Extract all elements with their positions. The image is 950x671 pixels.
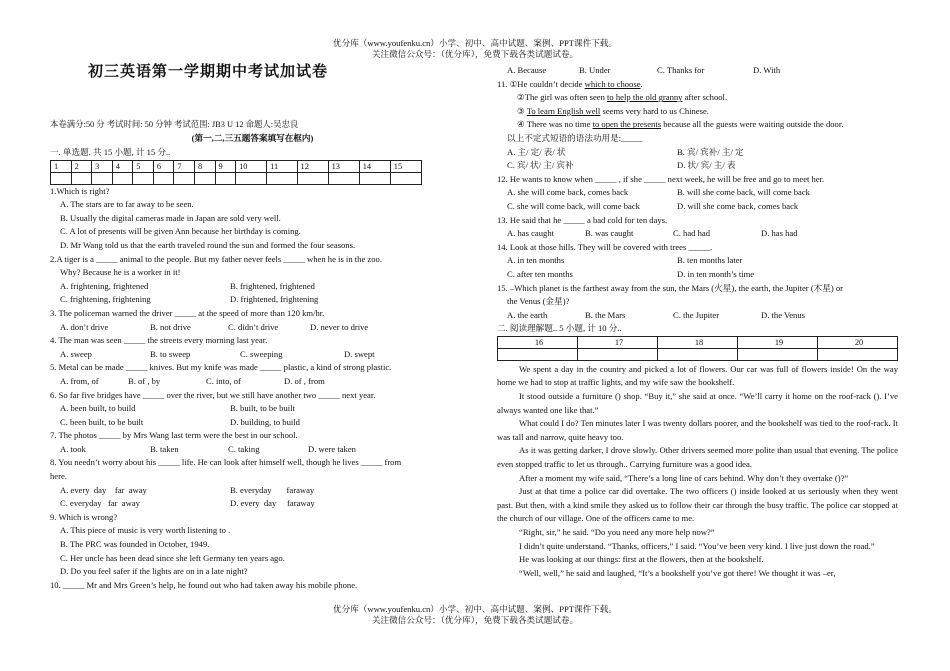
option-b: B. 宾/ 宾补/ 主/ 定 — [677, 146, 744, 157]
question-stem: 4. The man was seen _____ the streets every morning last year. — [50, 335, 268, 346]
option-a: A. in ten months — [507, 255, 565, 266]
option-c: C. A lot of presents will be given Ann because her birthday is coming. — [60, 226, 301, 237]
page-header — [0, 38, 950, 60]
passage-paragraph: What could I do? Ten minutes later I was twenty dollars poorer, and the bookshelf was tied to the roof-rack. It was tall and narrow, quite heavy too. — [497, 418, 898, 442]
option-c: C. into, of — [206, 375, 241, 386]
option-d: D. swept — [344, 348, 375, 359]
option-c: C. the Jupiter — [673, 309, 720, 320]
question-stem-cont: Why? Because he is a worker in it! — [60, 267, 181, 278]
passage-paragraph: As it was getting darker, I drove slowly. Other drivers seemed more polite than usual that evening. The police even stopped traffic to let us through.. Carrying furniture was a good idea. — [497, 445, 898, 470]
passage-paragraph: “Right, sir,” he said. “Do you need any more help now?” — [519, 527, 715, 537]
answer-cell[interactable] — [738, 348, 818, 360]
question-2 — [50, 253, 455, 307]
passage-paragraph: It stood outside a furniture () shop. “Buy it,” she said at once. “We’ll carry it home on the roof-rack (). I’ve always wanted one like that.” — [497, 391, 898, 415]
passage-paragraph: Just at that time a police car did overtake. The two officers () inside looked at us seriously when they went past. But then, with a kind smile they asked us to follow their car through the busy traffic. The police car stopped at the church of our village. One of the officers came to me. — [497, 486, 898, 524]
option-a: A. 主/ 定/ 表/ 状 — [507, 146, 566, 157]
answer-num: 4 — [112, 160, 133, 172]
option-d: D. in ten month’s time — [677, 268, 755, 279]
option-a: A. the earth — [507, 309, 548, 320]
footer-line-2: 关注微信公众号：（优分库），免费下载各类试题试卷。 — [371, 615, 579, 625]
answer-cell[interactable] — [71, 172, 92, 184]
option-b: B. taken — [150, 443, 179, 454]
footer-line-1: 优分库（www.youfenku.cn）小学、初中、高中试题、案例、PPT课件下载。 — [333, 604, 617, 614]
question-stem: 6. So far five bridges have _____ over the river, but we still have another two _____ next year. — [50, 389, 376, 400]
option-b: B. frightened, frightened — [230, 280, 315, 291]
option-d: D. every day faraway — [230, 498, 315, 509]
answer-cell[interactable] — [578, 348, 658, 360]
option-c: C. everyday far away — [60, 498, 140, 509]
question-stem: 14. Look at those hills. They will be covered with trees _____. — [497, 241, 713, 252]
option-c: C. she will come back, will come back — [507, 200, 640, 211]
question-14 — [497, 241, 898, 282]
question-4 — [50, 334, 455, 361]
option-c: C. 宾/ 状/ 主/ 宾补 — [507, 160, 574, 171]
option-b: B. will she come back, will come back — [677, 187, 810, 198]
answer-num: 6 — [153, 160, 174, 172]
answer-number-row — [498, 336, 898, 348]
exam-title: 初三英语第一学期期中考试加试卷 — [88, 64, 329, 80]
question-stem: 15. –Which planet is the farthest away from the sun, the Mars (火星), the earth, the Jupiter (木星) or — [497, 282, 844, 293]
question-stem-cont: the Venus (金星)? — [507, 296, 570, 307]
answer-cell[interactable] — [267, 172, 297, 184]
option-a: A. The stars are to far away to be seen. — [60, 199, 194, 210]
answer-cell[interactable] — [818, 348, 898, 360]
question-stem: 5. Metal can be made _____ knives. But my knife was made _____ plastic, a kind of strong plastic. — [50, 362, 392, 373]
option-d: D. Mr Wang told us that the earth traveled round the sun and formed the four seasons. — [60, 239, 356, 250]
option-c: C. Her uncle has been dead since she left Germany ten years ago. — [60, 552, 285, 563]
answer-num: 9 — [215, 160, 236, 172]
question-1 — [50, 185, 455, 253]
reading-passage — [497, 363, 898, 581]
answer-number-row — [51, 160, 422, 172]
option-d: D. frightened, frightening — [230, 294, 319, 305]
option-c: C. had had — [673, 228, 710, 239]
answer-cell[interactable] — [153, 172, 174, 184]
answer-cell[interactable] — [359, 172, 390, 184]
q11-s4-underline: to open the presents — [592, 119, 662, 130]
option-c: C. been built, to be built — [60, 416, 144, 427]
q11-s4-pre: ④ There was no time — [517, 119, 593, 130]
option-a: A. This piece of music is very worth listening to . — [60, 525, 231, 536]
question-7 — [50, 429, 455, 456]
exam-info: 本卷满分:50 分 考试时间: 50 分钟 考试范围: JB3 U 12 命题人:吴忠良 — [50, 120, 299, 129]
answer-num: 13 — [328, 160, 359, 172]
q10-option-c: C. Thanks for — [657, 65, 705, 75]
option-d: D. Do you feel safer if the lights are on in a late night? — [60, 566, 248, 577]
option-d: D. 状/ 宾/ 主/ 表 — [677, 160, 736, 171]
option-d: D. has had — [761, 228, 798, 239]
answer-cell[interactable] — [498, 348, 578, 360]
q11-s1-post: . — [640, 78, 643, 89]
passage-paragraph: He was looking at our things: first at the flowers, then at the bookshelf. — [519, 554, 764, 565]
answer-cell[interactable] — [112, 172, 133, 184]
option-b: B. ten months later — [677, 255, 743, 266]
question-stem: 12. He wants to know when _____ , if she _____ next week, he will be free and go to meet her. — [497, 173, 825, 184]
answer-cell[interactable] — [328, 172, 359, 184]
question-stem: 13. He said that he _____ a bad cold for ten days. — [497, 214, 668, 225]
option-c: C. taking — [228, 443, 260, 454]
answer-cell[interactable] — [174, 172, 195, 184]
question-11 — [497, 78, 898, 173]
answer-num: 12 — [297, 160, 328, 172]
answer-num: 11 — [267, 160, 297, 172]
option-a: A. from, of — [60, 375, 99, 386]
passage-paragraph: After a moment my wife said, “There’s a long line of cars behind. Why don’t they overtake ()?” — [519, 472, 849, 483]
option-a: A. she will come back, comes back — [507, 187, 629, 198]
question-stem: 9. Which is wrong? — [50, 511, 118, 522]
q10-option-b: B. Under — [579, 65, 611, 75]
answer-num: 5 — [133, 160, 154, 172]
question-13 — [497, 214, 898, 241]
answer-num: 2 — [71, 160, 92, 172]
answer-num: 20 — [818, 336, 898, 348]
answer-cell[interactable] — [51, 172, 72, 184]
passage-paragraph: We spent a day in the country and picked a lot of flowers. Our car was full of flowers inside! On the way home we had to stop at traffic lights, and my wife saw the bookshelf. — [497, 363, 898, 388]
option-d: D. never to drive — [310, 321, 369, 332]
question-stem: 1.Which is right? — [50, 185, 110, 196]
answer-blank-row — [51, 172, 422, 184]
section1-answer-table — [50, 160, 422, 185]
header-line-1: 优分库（www.youfenku.cn）小学、初中、高中试题、案例、PPT课件下载。 — [333, 38, 617, 48]
option-d: D. will she come back, comes back — [677, 200, 799, 211]
option-b: B. Usually the digital cameras made in Japan are sold very well. — [60, 212, 281, 223]
answer-num: 15 — [390, 160, 421, 172]
section2-heading: 二. 阅读理解题.. 5 小题, 计 10 分.. — [497, 323, 622, 334]
q11-s1-underline: which to choose — [584, 78, 641, 89]
option-a: A. has caught — [507, 228, 555, 239]
answer-cell[interactable] — [194, 172, 215, 184]
q11-s2-pre: ②The girl was often seen — [517, 92, 608, 103]
q11-s3-post: seems very hard to us Chinese. — [600, 105, 709, 116]
q11-s2-post: after school. — [682, 92, 728, 103]
right-column — [497, 64, 898, 580]
answer-num: 14 — [359, 160, 390, 172]
section1-heading: 一. 单选题. 共 15 小题, 计 15 分.. — [50, 147, 171, 157]
question-15 — [497, 282, 898, 323]
answer-num: 17 — [578, 336, 658, 348]
answer-cell[interactable] — [215, 172, 236, 184]
q11-s3-underline: To learn English well — [526, 105, 601, 116]
question-12 — [497, 173, 898, 214]
option-a: A. sweep — [60, 348, 92, 359]
answer-cell[interactable] — [92, 172, 113, 184]
option-d: D. the Venus — [761, 309, 806, 320]
question-stem: 7. The photos _____ by Mrs Wang last term were the best in our school. — [50, 430, 298, 441]
q10-option-d: D. With — [753, 65, 781, 75]
q11-s3-pre: ③ — [517, 105, 527, 116]
question-stem: 8. You needn’t worry about his _____ life. He can look after himself well, though he lives _____ from — [50, 457, 402, 468]
question-6 — [50, 389, 455, 430]
option-c: C. after ten months — [507, 268, 573, 279]
q11-s1-pre: 11. ①He couldn’t decide — [497, 78, 585, 89]
option-b: B. to sweep — [150, 348, 191, 359]
option-a: A. took — [60, 443, 86, 454]
question-stem-cont: here. — [50, 471, 67, 482]
section2-answer-table — [497, 336, 898, 361]
option-b: B. not drive — [150, 321, 191, 332]
option-c: C. didn’t drive — [228, 321, 279, 332]
q11-ask: 以上不定式短语的语法功用是:_____ — [507, 132, 643, 143]
option-b: B. the Mars — [585, 309, 626, 320]
passage-paragraph: I didn’t quite understand. “Thanks, officers,” I said. “You’ve been very kind. I live just down the road.” — [519, 540, 875, 551]
option-b: B. was caught — [585, 228, 634, 239]
option-d: D. of , from — [284, 375, 325, 386]
question-3 — [50, 307, 455, 334]
header-line-2: 关注微信公众号：（优分库），免费下载各类试题试卷。 — [371, 49, 579, 59]
option-c: C. frightening, frightening — [60, 294, 151, 305]
answer-cell[interactable] — [297, 172, 328, 184]
question-8 — [50, 456, 455, 510]
left-column — [50, 146, 455, 592]
answer-num: 19 — [738, 336, 818, 348]
answer-cell[interactable] — [133, 172, 154, 184]
answer-num: 16 — [498, 336, 578, 348]
option-b: B. everyday faraway — [230, 484, 315, 495]
option-a: A. every day far away — [60, 484, 147, 495]
option-d: D. building, to build — [230, 416, 300, 427]
option-b: B. The PRC was founded in October, 1949. — [60, 539, 210, 550]
answer-cell[interactable] — [658, 348, 738, 360]
answer-cell[interactable] — [390, 172, 421, 184]
answer-note: (第一,二,三五题答案填写在框内) — [191, 133, 314, 143]
answer-num: 7 — [174, 160, 195, 172]
question-5 — [50, 361, 455, 388]
q11-s2-underline: to help the old granny — [607, 92, 683, 103]
option-b: B. built, to be built — [230, 403, 295, 414]
q11-s4-post: because all the guests were waiting outside the door. — [661, 119, 844, 130]
option-c: C. sweeping — [240, 348, 283, 359]
answer-num: 1 — [51, 160, 72, 172]
question-9 — [50, 511, 455, 579]
option-b: B. of , by — [128, 375, 161, 386]
question-stem: 3. The policeman warned the driver _____ at the speed of more than 120 km/hr. — [50, 307, 325, 318]
passage-paragraph: “Well, well,” he said and laughed, “It’s a bookshelf you’ve got there! We thought it was –er, — [519, 567, 836, 578]
page-footer — [0, 604, 950, 626]
question-10-stem: 10. _____ Mr and Mrs Green’s help, he found out who had taken away his mobile phone. — [50, 579, 358, 590]
answer-num: 8 — [194, 160, 215, 172]
answer-cell[interactable] — [236, 172, 267, 184]
answer-num: 3 — [92, 160, 113, 172]
option-a: A. frightening, frightened — [60, 280, 149, 291]
option-a: A. been built, to build — [60, 403, 136, 414]
q10-option-a: A. Because — [507, 65, 547, 75]
answer-blank-row — [498, 348, 898, 360]
option-a: A. don’t drive — [60, 321, 109, 332]
answer-num: 18 — [658, 336, 738, 348]
answer-num: 10 — [236, 160, 267, 172]
option-d: D. were taken — [308, 443, 356, 454]
question-stem: 2.A tiger is a _____ animal to the people. But my father never feels _____ when he is in the zoo. — [50, 253, 382, 264]
